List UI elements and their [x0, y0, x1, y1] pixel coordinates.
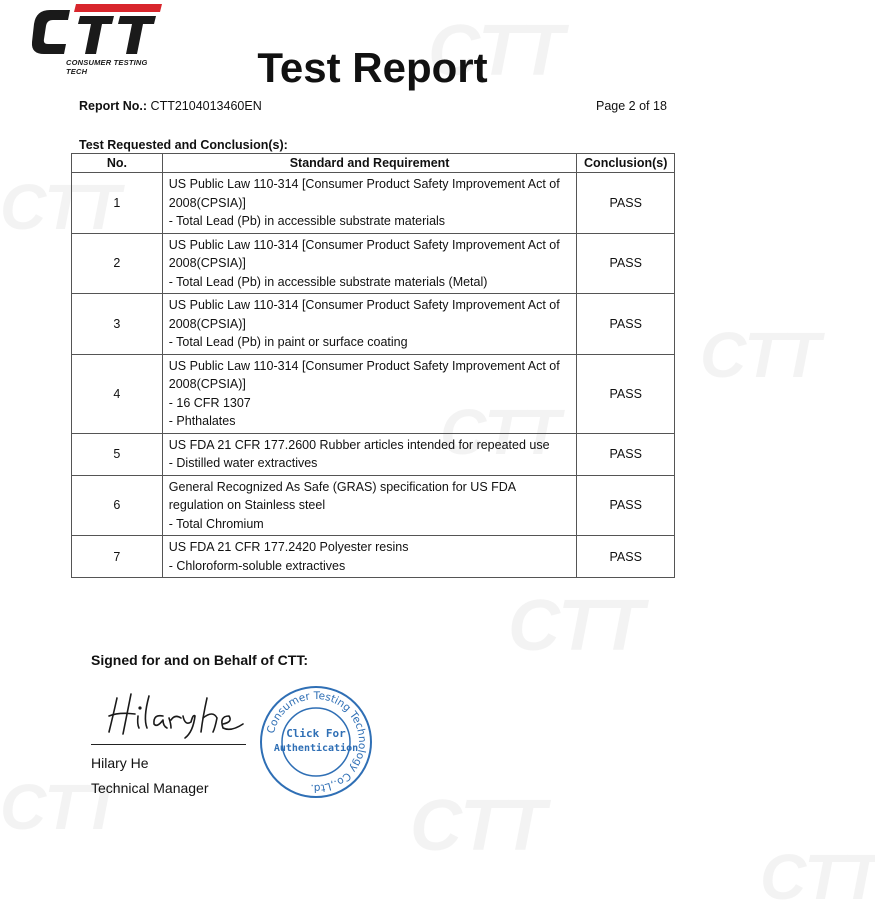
row-number: 4	[72, 354, 163, 433]
row-number: 2	[72, 233, 163, 294]
requirement-line: regulation on Stainless steel	[168, 498, 326, 512]
conclusion-cell: PASS	[577, 173, 675, 234]
test-results-table	[71, 153, 675, 578]
requirement-line: US Public Law 110-314 [Consumer Product Safety Improvement Act of	[168, 177, 560, 191]
requirement-line: 2008(CPSIA)]	[168, 316, 246, 331]
signer-name: Hilary He	[91, 755, 149, 771]
requirement-line: US Public Law 110-314 [Consumer Product Safety Improvement Act of	[168, 358, 560, 373]
conclusion-cell: PASS	[577, 233, 675, 294]
requirement-line: US Public Law 110-314 [Consumer Product Safety Improvement Act of	[168, 298, 560, 312]
signature-line	[91, 744, 246, 745]
conclusion-cell: PASS	[577, 475, 675, 536]
table-row	[72, 173, 675, 234]
requirement-cell	[162, 294, 577, 355]
requirement-line: - Total Lead (Pb) in accessible substrate materials	[168, 214, 446, 228]
logo-subtitle: CONSUMER TESTING TECH	[66, 58, 148, 76]
table-row	[72, 354, 675, 433]
report-number-value: CTT2104013460EN	[150, 99, 262, 113]
conclusion-cell: PASS	[577, 354, 675, 433]
column-header: Standard and Requirement	[162, 154, 577, 173]
requirement-line: - 16 CFR 1307	[168, 395, 251, 410]
column-header: Conclusion(s)	[577, 154, 675, 173]
stamp-seal-icon	[258, 684, 374, 800]
section-heading: Test Requested and Conclusion(s):	[79, 138, 288, 152]
row-number: 3	[72, 294, 163, 355]
page-title: Test Report	[257, 44, 488, 91]
signature-label: Signed for and on Behalf of CTT:	[91, 652, 308, 668]
requirement-line: 2008(CPSIA)]	[168, 256, 246, 270]
stamp-line-1: Click For	[286, 727, 346, 740]
handwritten-signature	[105, 688, 255, 740]
table-row	[72, 433, 675, 475]
requirement-line: US Public Law 110-314 [Consumer Product Safety Improvement Act of	[168, 237, 560, 252]
requirement-line: - Total Lead (Pb) in accessible substrate materials (Metal)	[168, 274, 488, 289]
column-header: No.	[72, 154, 163, 173]
watermark	[508, 585, 642, 667]
authentication-stamp[interactable]	[258, 684, 374, 800]
report-number-label: Report No.:	[79, 99, 148, 113]
page-indicator: Page 2 of 18	[596, 99, 667, 113]
requirement-line: - Total Lead (Pb) in paint or surface coating	[168, 335, 408, 349]
requirement-cell	[162, 475, 577, 536]
table-row	[72, 233, 675, 294]
row-number: 7	[72, 536, 163, 578]
table-header-row	[72, 154, 675, 173]
table-row	[72, 294, 675, 355]
conclusion-cell: PASS	[577, 536, 675, 578]
requirement-line: 2008(CPSIA)]	[168, 195, 246, 210]
requirement-line: US FDA 21 CFR 177.2600 Rubber articles intended for repeated use	[168, 437, 550, 452]
requirement-cell	[162, 536, 577, 578]
report-number	[79, 99, 262, 113]
stamp-line-2: Authentication	[273, 743, 359, 754]
requirement-cell	[162, 173, 577, 234]
requirement-line: 2008(CPSIA)]	[168, 377, 246, 391]
requirement-cell	[162, 433, 577, 475]
requirement-line: - Total Chromium	[168, 516, 264, 531]
requirement-line: - Distilled water extractives	[168, 456, 318, 470]
conclusion-cell: PASS	[577, 294, 675, 355]
row-number: 5	[72, 433, 163, 475]
requirement-line: - Chloroform-soluble extractives	[168, 558, 346, 573]
requirement-line: - Phthalates	[168, 414, 236, 428]
row-number: 1	[72, 173, 163, 234]
watermark	[700, 318, 818, 392]
watermark	[410, 785, 544, 867]
conclusion-cell: PASS	[577, 433, 675, 475]
signer-title: Technical Manager	[91, 780, 209, 796]
stamp-ring-text: Consumer Testing Technology Co.,Ltd.	[264, 689, 369, 795]
watermark	[760, 840, 875, 914]
requirement-line: US FDA 21 CFR 177.2420 Polyester resins	[168, 540, 409, 554]
requirement-line: General Recognized As Safe (GRAS) specification for US FDA	[168, 479, 517, 494]
requirement-cell	[162, 233, 577, 294]
requirement-cell	[162, 354, 577, 433]
table-row	[72, 475, 675, 536]
table-row	[72, 536, 675, 578]
row-number: 6	[72, 475, 163, 536]
